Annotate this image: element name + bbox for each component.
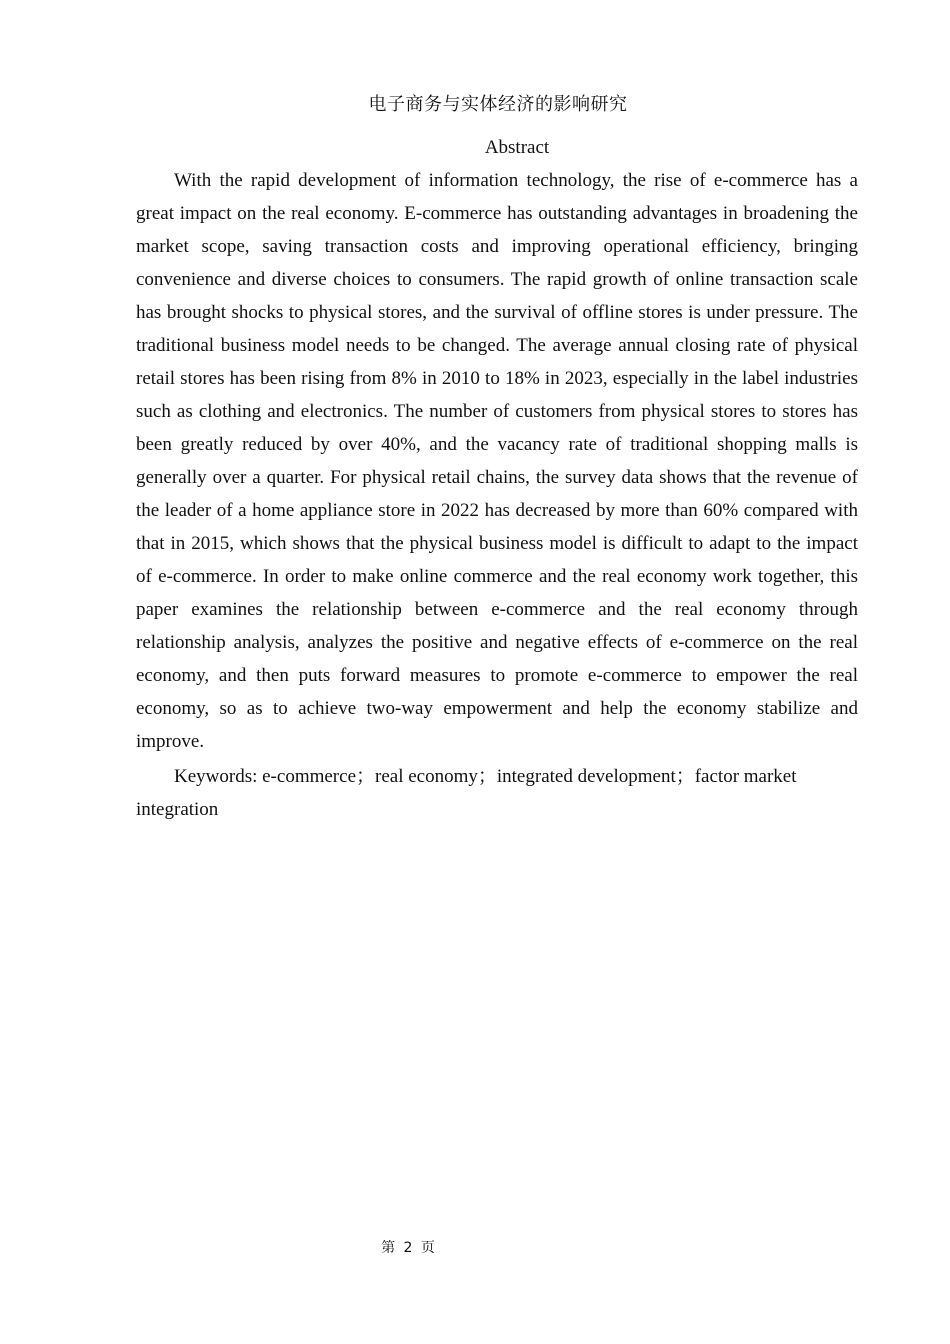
keywords: Keywords: e-commerce；real economy；integrated development；factor market integration <box>136 766 797 820</box>
abstract-body: With the rapid development of information technology, the rise of e-commerce has a great impact on the real economy. E-commerce has outstanding advantages in broadening the market scope, saving transaction costs and improving operational efficiency, bringing convenience and diverse choices to consumers. The rapid growth of online transaction scale has brought shocks to physical stores, and the survival of offline stores is under pressure. The traditional business model needs to be changed. The average annual closing rate of physical retail stores has been rising from 8% in 2010 to 18% in 2023, especially in the label industries such as clothing and electronics. The number of customers from physical stores to stores has been greatly reduced by over 40%, and the vacancy rate of traditional shopping malls is generally over a quarter. For physical retail chains, the survey data shows that the revenue of the leader of a home appliance store in 2022 has decreased by more than 60% compared with that in 2015, which shows that the physical business model is difficult to adapt to the impact of e-commerce. In order to make online commerce and the real economy work together, this paper examines the relationship between e-commerce and the real economy through relationship analysis, analyzes the positive and negative effects of e-commerce on the real economy, and then puts forward measures to promote e-commerce to empower the real economy, so as to achieve two-way empowerment and help the economy stabilize and improve. <box>136 170 858 752</box>
abstract-heading: Abstract <box>484 137 550 158</box>
page-number: 第 2 页 <box>381 1240 435 1256</box>
document-title: 电子商务与实体经济的影响研究 <box>368 94 628 115</box>
